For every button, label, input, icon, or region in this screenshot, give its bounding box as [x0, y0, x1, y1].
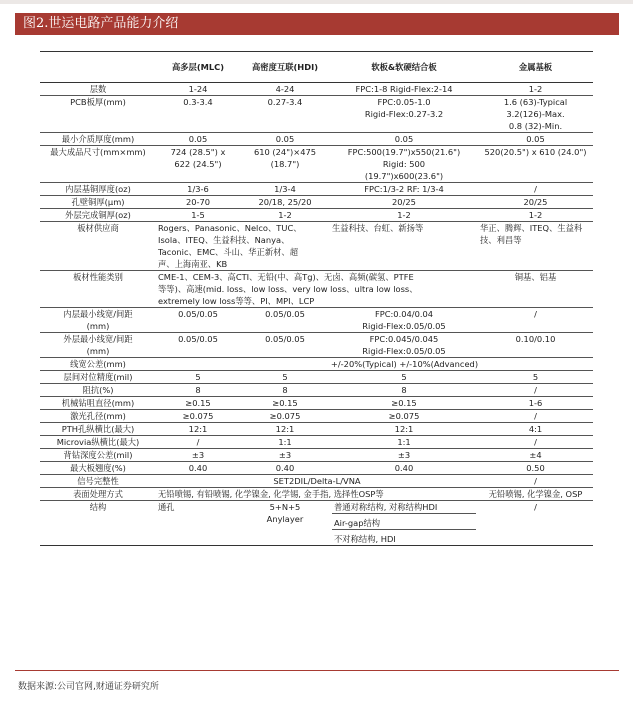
table-row	[40, 146, 593, 183]
table-cell: 5	[240, 371, 330, 384]
table-cell: 12:1	[330, 423, 478, 436]
table-cell: Rogers、Panasonic、Nelco、TUC、 Isola、ITEQ、生益科技、Nanya、 Taconic、EMC、斗山、华正新材、超 声、上海南亚、KB	[156, 222, 330, 271]
table-cell: ±3	[330, 449, 478, 462]
table-cell: 1-2	[240, 209, 330, 222]
table-row	[40, 462, 593, 475]
table-cell: 0.3-3.4	[156, 96, 240, 133]
table-cell: ±3	[156, 449, 240, 462]
table-cell: 4-24	[240, 83, 330, 96]
row-label: 孔壁铜厚(μm)	[40, 196, 156, 209]
table-cell: 5	[478, 371, 593, 384]
table-cell: 1-2	[478, 83, 593, 96]
table-cell: 5	[330, 371, 478, 384]
table-cell: ≥0.075	[240, 410, 330, 423]
table-cell: /	[478, 308, 593, 333]
table-cell: 0.40	[330, 462, 478, 475]
table-cell: 1-2	[478, 209, 593, 222]
row-label: 内层最小线宽/间距 (mm)	[40, 308, 156, 333]
footer-divider	[15, 670, 619, 671]
table-cell: 12:1	[156, 423, 240, 436]
row-label: 信号完整性	[40, 475, 156, 488]
table-row	[40, 222, 593, 271]
row-label: 层间对位精度(mil)	[40, 371, 156, 384]
table-cell: CME-1、CEM-3、高CTI、无铅(中、高Tg)、无卤、高频(碳氢、PTFE 等等)、高速(mid. loss、low loss、very low loss、ultra low loss、 extremely low loss等等、PI、MPI、LCP	[156, 271, 478, 308]
figure-title: 图2.世运电路产品能力介绍	[15, 13, 619, 35]
table-cell: 4:1	[478, 423, 593, 436]
table-cell: 20/18, 25/20	[240, 196, 330, 209]
row-label: 最小介质厚度(mm)	[40, 133, 156, 146]
table-cell: 0.05	[240, 133, 330, 146]
table-cell: 8	[330, 384, 478, 397]
row-label: 最大成品尺寸(mm×mm)	[40, 146, 156, 183]
spec-table	[40, 51, 593, 546]
table-row	[40, 397, 593, 410]
table-cell: 12:1	[240, 423, 330, 436]
table-cell: /	[478, 501, 593, 546]
table-row	[40, 358, 593, 371]
row-label: PTH孔纵横比(最大)	[40, 423, 156, 436]
row-label: 结构	[40, 501, 156, 546]
table-cell: 1:1	[330, 436, 478, 449]
table-row	[40, 83, 593, 96]
header-cell: 高密度互联(HDI)	[240, 52, 330, 83]
table-row	[40, 183, 593, 196]
table-cell: FPC:1-8 Rigid-Flex:2-14	[330, 83, 478, 96]
table-cell: /	[478, 475, 593, 488]
table-row	[40, 333, 593, 358]
structure-subrow: 普通对称结构, 对称结构HDI	[334, 502, 438, 512]
table-cell: 20-70	[156, 196, 240, 209]
table-cell: /	[478, 436, 593, 449]
row-label: 背钻深度公差(mil)	[40, 449, 156, 462]
table-cell: 1/3-4	[240, 183, 330, 196]
table-cell: 0.50	[478, 462, 593, 475]
row-label: 最大板翘度(%)	[40, 462, 156, 475]
table-cell: 724 (28.5") x 622 (24.5")	[156, 146, 240, 183]
header-cell: 金属基板	[478, 52, 593, 83]
row-label: 激光孔径(mm)	[40, 410, 156, 423]
table-row	[40, 436, 593, 449]
table-cell: 通孔	[156, 501, 240, 546]
table-row	[40, 96, 593, 133]
top-divider	[0, 0, 633, 4]
table-cell: 1.6 (63)-Typical 3.2(126)-Max. 0.8 (32)-Min.	[478, 96, 593, 133]
table-cell: ≥0.15	[330, 397, 478, 410]
table-cell: ≥0.075	[330, 410, 478, 423]
table-cell: ≥0.075	[156, 410, 240, 423]
row-label: 板材供应商	[40, 222, 156, 271]
structure-subrow: 不对称结构, HDI	[332, 530, 476, 546]
table-cell: 5+N+5 Anylayer	[240, 501, 330, 546]
table-row	[40, 488, 593, 501]
table-cell: 610 (24")×475 (18.7")	[240, 146, 330, 183]
header-cell	[40, 52, 156, 83]
table-cell: FPC:500(19.7")x550(21.6") Rigid: 500 (19.7")x600(23.6")	[330, 146, 478, 183]
table-cell: ≥0.15	[156, 397, 240, 410]
table-cell: 华正、腾辉、ITEQ、生益科 技、利昌等	[478, 222, 593, 271]
row-label: 阻抗(%)	[40, 384, 156, 397]
table-cell: FPC:1/3-2 RF: 1/3-4	[330, 183, 478, 196]
table-cell: 0.40	[156, 462, 240, 475]
table-cell: 0.05/0.05	[240, 308, 330, 333]
table-cell: 1-5	[156, 209, 240, 222]
table-cell: ±4	[478, 449, 593, 462]
table-cell: 20/25	[478, 196, 593, 209]
table-cell: 0.05	[156, 133, 240, 146]
table-cell: 0.40	[240, 462, 330, 475]
table-cell: FPC:0.045/0.045 Rigid-Flex:0.05/0.05	[330, 333, 478, 358]
row-label: 外层最小线宽/间距 (mm)	[40, 333, 156, 358]
table-cell: 0.27-3.4	[240, 96, 330, 133]
table-cell: FPC:0.05-1.0 Rigid-Flex:0.27-3.2	[330, 96, 478, 133]
table-header-row	[40, 52, 593, 83]
table-cell: FPC:0.04/0.04 Rigid-Flex:0.05/0.05	[330, 308, 478, 333]
table-row	[40, 196, 593, 209]
row-label: 板材性能类别	[40, 271, 156, 308]
table-cell: 0.05	[330, 133, 478, 146]
table-row	[40, 423, 593, 436]
table-row	[40, 384, 593, 397]
table-cell: 1-24	[156, 83, 240, 96]
header-cell: 高多层(MLC)	[156, 52, 240, 83]
table-cell: 0.05	[478, 133, 593, 146]
table-cell: 0.05/0.05	[156, 333, 240, 358]
row-label: 线宽公差(mm)	[40, 358, 156, 371]
table-cell: 8	[156, 384, 240, 397]
table-cell: 20/25	[330, 196, 478, 209]
table-row	[40, 308, 593, 333]
header-cell: 软板&软硬结合板	[330, 52, 478, 83]
table-cell: ±3	[240, 449, 330, 462]
table-cell: /	[478, 410, 593, 423]
table-cell: 0.10/0.10	[478, 333, 593, 358]
table-row	[40, 133, 593, 146]
table-cell: 8	[240, 384, 330, 397]
source-note: 数据来源:公司官网,财通证券研究所	[18, 682, 159, 692]
row-label: 外层完成铜厚(oz)	[40, 209, 156, 222]
table-row-structure	[40, 501, 593, 546]
table-cell: +/-20%(Typical) +/-10%(Advanced)	[156, 358, 593, 371]
table-cell: 无铅喷锡, 有铅喷锡, 化学镍金, 化学锡, 金手指, 选择性OSP等	[156, 488, 478, 501]
table-row	[40, 410, 593, 423]
table-row	[40, 371, 593, 384]
table-row	[40, 475, 593, 488]
table-cell: 1-2	[330, 209, 478, 222]
table-cell: /	[156, 436, 240, 449]
table-cell: 1-6	[478, 397, 593, 410]
row-label: 机械钻咀直径(mm)	[40, 397, 156, 410]
table-row	[40, 209, 593, 222]
table-cell: 生益科技、台虹、新扬等	[330, 222, 478, 271]
row-label: Microvia纵横比(最大)	[40, 436, 156, 449]
row-label: 表面处理方式	[40, 488, 156, 501]
table-cell: 无铅喷锡, 化学镍金, OSP	[478, 488, 593, 501]
table-cell: 0.05/0.05	[156, 308, 240, 333]
structure-flex-cell	[330, 501, 478, 546]
structure-subrow: Air-gap结构	[332, 514, 476, 530]
table-cell: /	[478, 384, 593, 397]
table-cell: 铜基、铝基	[478, 271, 593, 308]
table-cell: 0.05/0.05	[240, 333, 330, 358]
table-row	[40, 271, 593, 308]
table-cell: 5	[156, 371, 240, 384]
table-cell: 520(20.5") x 610 (24.0")	[478, 146, 593, 183]
row-label: PCB板厚(mm)	[40, 96, 156, 133]
table-cell: 1/3-6	[156, 183, 240, 196]
table-cell: 1:1	[240, 436, 330, 449]
row-label: 内层基铜厚度(oz)	[40, 183, 156, 196]
table-cell: SET2DIL/Delta-L/VNA	[156, 475, 478, 488]
table-cell: ≥0.15	[240, 397, 330, 410]
row-label: 层数	[40, 83, 156, 96]
table-cell: /	[478, 183, 593, 196]
table-row	[40, 449, 593, 462]
